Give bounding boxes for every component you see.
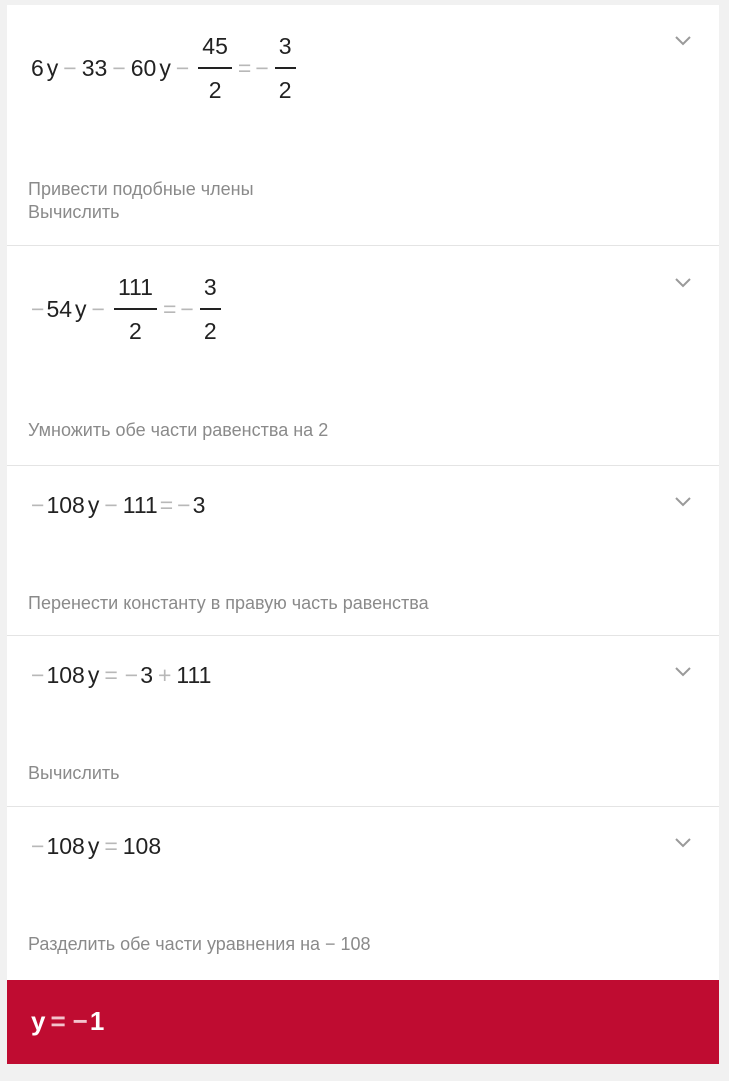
step-description	[28, 933, 371, 956]
term: 1	[89, 1006, 105, 1036]
operator: −	[112, 54, 126, 81]
operator: −	[72, 1006, 88, 1036]
solution-steps	[7, 5, 719, 980]
description-line: Умножить обе части равенства на 2	[28, 420, 329, 440]
numerator: 111	[117, 274, 153, 300]
solution-step-3[interactable]	[7, 465, 719, 636]
fraction-bar	[198, 67, 232, 69]
fraction	[275, 31, 296, 105]
solution-step-5[interactable]	[7, 806, 719, 981]
term: 54	[46, 295, 73, 322]
fraction-bar	[114, 308, 157, 310]
fraction	[200, 272, 221, 346]
description-line: Перенести константу в правую часть равенства	[28, 593, 429, 613]
operator: −	[177, 492, 191, 518]
equals-sign: =	[162, 295, 177, 322]
term: 108	[46, 492, 85, 518]
step-expression	[31, 31, 300, 105]
term: 33	[81, 54, 108, 81]
denominator: 2	[208, 77, 222, 103]
step-expression	[31, 662, 211, 689]
term: 108	[122, 833, 162, 859]
fraction-bar	[200, 308, 221, 310]
step-description	[28, 178, 254, 224]
variable: y	[159, 54, 171, 81]
denominator: 2	[278, 77, 292, 103]
numerator: 3	[278, 33, 292, 59]
fraction-bar	[275, 67, 296, 69]
term: 3	[140, 662, 153, 688]
operator: −	[124, 662, 139, 688]
chevron-down-icon[interactable]	[675, 278, 691, 288]
denominator: 2	[129, 318, 142, 344]
chevron-down-icon[interactable]	[675, 667, 691, 677]
equals-sign: =	[159, 492, 174, 518]
term: 108	[46, 662, 85, 688]
step-description	[28, 762, 120, 785]
variable: y	[46, 54, 59, 81]
description-line: Вычислить	[28, 763, 120, 783]
answer-banner	[7, 980, 719, 1064]
chevron-down-icon[interactable]	[675, 36, 691, 46]
operator: −	[175, 54, 190, 81]
operator: −	[91, 295, 105, 322]
variable: y	[87, 492, 100, 518]
step-description	[28, 592, 429, 615]
operator: −	[31, 295, 45, 322]
solution-step-2[interactable]	[7, 245, 719, 466]
equals-sign: =	[104, 662, 118, 688]
chevron-down-icon[interactable]	[675, 838, 691, 848]
solution-step-1[interactable]	[7, 5, 719, 245]
description-line: Привести подобные члены	[28, 179, 254, 199]
step-expression	[31, 492, 205, 519]
denominator: 2	[203, 318, 217, 344]
equals-sign: =	[104, 833, 118, 859]
answer-expression	[31, 1006, 104, 1037]
description-line: Вычислить	[28, 202, 120, 222]
term: 108	[46, 833, 85, 859]
term: 111	[122, 492, 158, 518]
variable: y	[87, 833, 100, 859]
fraction	[114, 272, 157, 346]
variable: y	[31, 1006, 46, 1036]
step-expression	[31, 833, 161, 860]
numerator: 3	[203, 274, 217, 300]
operator: −	[31, 833, 45, 859]
operator: −	[31, 492, 45, 518]
variable: y	[87, 662, 100, 688]
operator: −	[255, 54, 269, 81]
term: 3	[192, 492, 206, 518]
description-line: Разделить обе части уравнения на − 108	[28, 934, 371, 954]
variable: y	[75, 295, 87, 322]
fraction	[198, 31, 232, 105]
term: 111	[176, 662, 212, 688]
equals-sign: =	[237, 54, 252, 81]
operator: +	[157, 662, 172, 688]
chevron-down-icon[interactable]	[675, 497, 691, 507]
solution-step-4[interactable]	[7, 635, 719, 807]
equals-sign: =	[50, 1006, 66, 1036]
step-description	[28, 419, 328, 442]
numerator: 45	[202, 33, 228, 59]
term: 6	[31, 54, 44, 81]
operator: −	[63, 54, 77, 81]
step-expression	[31, 272, 225, 346]
term: 60	[130, 54, 157, 81]
operator: −	[31, 662, 45, 688]
operator: −	[104, 492, 118, 518]
operator: −	[180, 295, 194, 322]
